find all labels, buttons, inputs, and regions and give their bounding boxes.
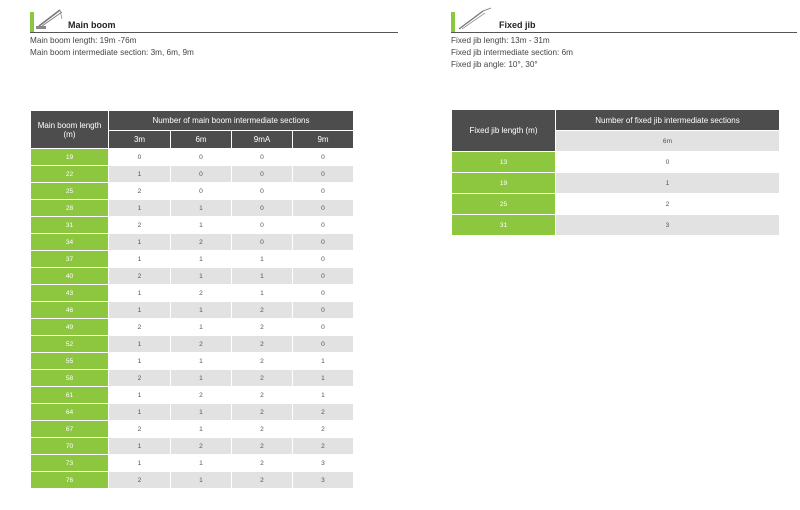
fixed-jib-specs — [451, 35, 781, 71]
length-cell: 28 — [31, 200, 109, 217]
table-row — [31, 421, 354, 438]
table-row — [31, 302, 354, 319]
section-count-cell: 0 — [293, 268, 354, 285]
section-count-cell: 2 — [109, 217, 171, 234]
boom-icon — [36, 7, 66, 29]
spec-line: Fixed jib intermediate section: 6m — [451, 48, 573, 57]
section-count-cell: 2 — [232, 472, 293, 489]
section-count-cell: 1 — [232, 268, 293, 285]
length-cell: 43 — [31, 285, 109, 302]
table-row — [31, 217, 354, 234]
section-count-cell: 2 — [293, 438, 354, 455]
fixed-jib-table — [451, 109, 780, 236]
section-count-cell: 2 — [109, 319, 171, 336]
table-row — [31, 455, 354, 472]
sections-group-header: Number of fixed jib intermediate sections — [556, 110, 780, 131]
table-row — [31, 438, 354, 455]
section-count-cell: 2 — [171, 234, 232, 251]
section-count-cell: 2 — [232, 438, 293, 455]
length-column-header: Fixed jib length (m) — [452, 110, 556, 152]
section-count-cell: 1 — [109, 387, 171, 404]
fixed-jib-section — [451, 6, 781, 229]
length-column-header: Main boom length (m) — [31, 111, 109, 149]
table-row — [452, 173, 780, 194]
length-cell: 52 — [31, 336, 109, 353]
length-cell: 67 — [31, 421, 109, 438]
section-count-cell: 2 — [556, 194, 780, 215]
section-count-cell: 1 — [171, 353, 232, 370]
sections-group-header: Number of main boom intermediate sections — [109, 111, 354, 131]
section-count-cell: 2 — [109, 421, 171, 438]
section-count-cell: 1 — [171, 455, 232, 472]
section-count-cell: 2 — [232, 404, 293, 421]
section-count-cell: 2 — [109, 268, 171, 285]
section-count-cell: 3 — [293, 455, 354, 472]
section-count-cell: 0 — [171, 183, 232, 200]
section-count-cell: 1 — [232, 285, 293, 302]
length-cell: 58 — [31, 370, 109, 387]
column-header: 9mA — [232, 131, 293, 149]
section-count-cell: 0 — [232, 183, 293, 200]
section-count-cell: 1 — [109, 302, 171, 319]
length-cell: 25 — [452, 194, 556, 215]
length-cell: 19 — [452, 173, 556, 194]
jib-icon — [457, 7, 493, 31]
table-row — [31, 319, 354, 336]
table-row — [31, 370, 354, 387]
section-count-cell: 2 — [109, 472, 171, 489]
table-row — [31, 183, 354, 200]
section-count-cell: 0 — [232, 166, 293, 183]
section-count-cell: 0 — [232, 149, 293, 166]
accent-bar — [451, 12, 455, 32]
section-count-cell: 1 — [171, 251, 232, 268]
section-count-cell: 1 — [171, 302, 232, 319]
section-count-cell: 2 — [232, 319, 293, 336]
main-boom-section — [30, 6, 355, 484]
length-cell: 34 — [31, 234, 109, 251]
table-row — [452, 152, 780, 173]
main-boom-table — [30, 110, 354, 489]
section-count-cell: 0 — [293, 302, 354, 319]
section-count-cell: 0 — [293, 234, 354, 251]
section-count-cell: 1 — [171, 217, 232, 234]
section-count-cell: 1 — [556, 173, 780, 194]
column-header: 6m — [171, 131, 232, 149]
section-count-cell: 0 — [232, 234, 293, 251]
table-row — [31, 166, 354, 183]
section-count-cell: 1 — [293, 353, 354, 370]
section-count-cell: 0 — [293, 183, 354, 200]
section-count-cell: 1 — [293, 370, 354, 387]
section-count-cell: 2 — [232, 387, 293, 404]
table-row — [31, 268, 354, 285]
section-count-cell: 2 — [109, 370, 171, 387]
section-count-cell: 0 — [293, 336, 354, 353]
accent-bar — [30, 12, 34, 32]
section-count-cell: 1 — [109, 200, 171, 217]
section-count-cell: 1 — [109, 438, 171, 455]
table-row — [31, 200, 354, 217]
fixed-jib-table-body — [452, 152, 780, 236]
section-count-cell: 3 — [293, 472, 354, 489]
table-row — [31, 285, 354, 302]
section-count-cell: 0 — [293, 319, 354, 336]
length-cell: 37 — [31, 251, 109, 268]
section-count-cell: 1 — [109, 234, 171, 251]
main-boom-specs — [30, 35, 355, 59]
section-count-cell: 2 — [232, 370, 293, 387]
spec-line: Fixed jib angle: 10°, 30° — [451, 60, 538, 69]
table-row — [31, 251, 354, 268]
table-row — [31, 387, 354, 404]
section-count-cell: 2 — [171, 336, 232, 353]
section-count-cell: 1 — [109, 166, 171, 183]
main-boom-table-body — [31, 149, 354, 489]
column-header: 6m — [556, 131, 780, 152]
section-count-cell: 1 — [171, 404, 232, 421]
section-count-cell: 0 — [293, 149, 354, 166]
length-cell: 22 — [31, 166, 109, 183]
length-cell: 46 — [31, 302, 109, 319]
section-count-cell: 1 — [171, 200, 232, 217]
length-cell: 19 — [31, 149, 109, 166]
table-row — [31, 472, 354, 489]
section-count-cell: 3 — [556, 215, 780, 236]
section-count-cell: 2 — [171, 438, 232, 455]
length-cell: 31 — [452, 215, 556, 236]
section-count-cell: 0 — [293, 166, 354, 183]
section-count-cell: 1 — [293, 387, 354, 404]
section-count-cell: 1 — [232, 251, 293, 268]
section-count-cell: 2 — [171, 285, 232, 302]
section-count-cell: 2 — [171, 387, 232, 404]
length-cell: 25 — [31, 183, 109, 200]
table-row — [31, 336, 354, 353]
length-cell: 64 — [31, 404, 109, 421]
section-count-cell: 2 — [232, 421, 293, 438]
fixed-jib-title: Fixed jib — [499, 20, 536, 30]
length-cell: 76 — [31, 472, 109, 489]
section-count-cell: 1 — [171, 319, 232, 336]
section-count-cell: 1 — [109, 251, 171, 268]
section-count-cell: 0 — [232, 217, 293, 234]
table-row — [31, 234, 354, 251]
table-row — [452, 215, 780, 236]
length-cell: 40 — [31, 268, 109, 285]
length-cell: 70 — [31, 438, 109, 455]
section-count-cell: 2 — [232, 336, 293, 353]
section-count-cell: 1 — [171, 472, 232, 489]
section-count-cell: 0 — [171, 149, 232, 166]
section-count-cell: 0 — [109, 149, 171, 166]
table-row — [452, 194, 780, 215]
section-count-cell: 0 — [556, 152, 780, 173]
section-count-cell: 1 — [171, 268, 232, 285]
length-cell: 55 — [31, 353, 109, 370]
table-row — [31, 404, 354, 421]
main-boom-header — [30, 6, 398, 33]
section-count-cell: 2 — [232, 455, 293, 472]
spec-line: Fixed jib length: 13m - 31m — [451, 36, 550, 45]
section-count-cell: 0 — [171, 166, 232, 183]
column-header: 9m — [293, 131, 354, 149]
main-boom-title: Main boom — [68, 20, 116, 30]
table-row — [31, 353, 354, 370]
table-row — [31, 149, 354, 166]
section-count-cell: 1 — [171, 370, 232, 387]
section-count-cell: 2 — [109, 183, 171, 200]
length-cell: 49 — [31, 319, 109, 336]
section-count-cell: 1 — [109, 404, 171, 421]
section-count-cell: 0 — [293, 217, 354, 234]
section-count-cell: 1 — [109, 353, 171, 370]
section-count-cell: 2 — [293, 404, 354, 421]
section-count-cell: 2 — [232, 302, 293, 319]
section-count-cell: 1 — [109, 336, 171, 353]
length-cell: 61 — [31, 387, 109, 404]
section-count-cell: 0 — [293, 285, 354, 302]
section-count-cell: 2 — [293, 421, 354, 438]
section-count-cell: 0 — [293, 251, 354, 268]
length-cell: 31 — [31, 217, 109, 234]
length-cell: 73 — [31, 455, 109, 472]
fixed-jib-header — [451, 6, 797, 33]
spec-line: Main boom length: 19m -76m — [30, 36, 137, 45]
length-cell: 13 — [452, 152, 556, 173]
section-count-cell: 1 — [109, 455, 171, 472]
column-header: 3m — [109, 131, 171, 149]
section-count-cell: 2 — [232, 353, 293, 370]
spec-line: Main boom intermediate section: 3m, 6m, 9m — [30, 48, 194, 57]
section-count-cell: 0 — [232, 200, 293, 217]
section-count-cell: 1 — [171, 421, 232, 438]
section-count-cell: 1 — [109, 285, 171, 302]
section-count-cell: 0 — [293, 200, 354, 217]
